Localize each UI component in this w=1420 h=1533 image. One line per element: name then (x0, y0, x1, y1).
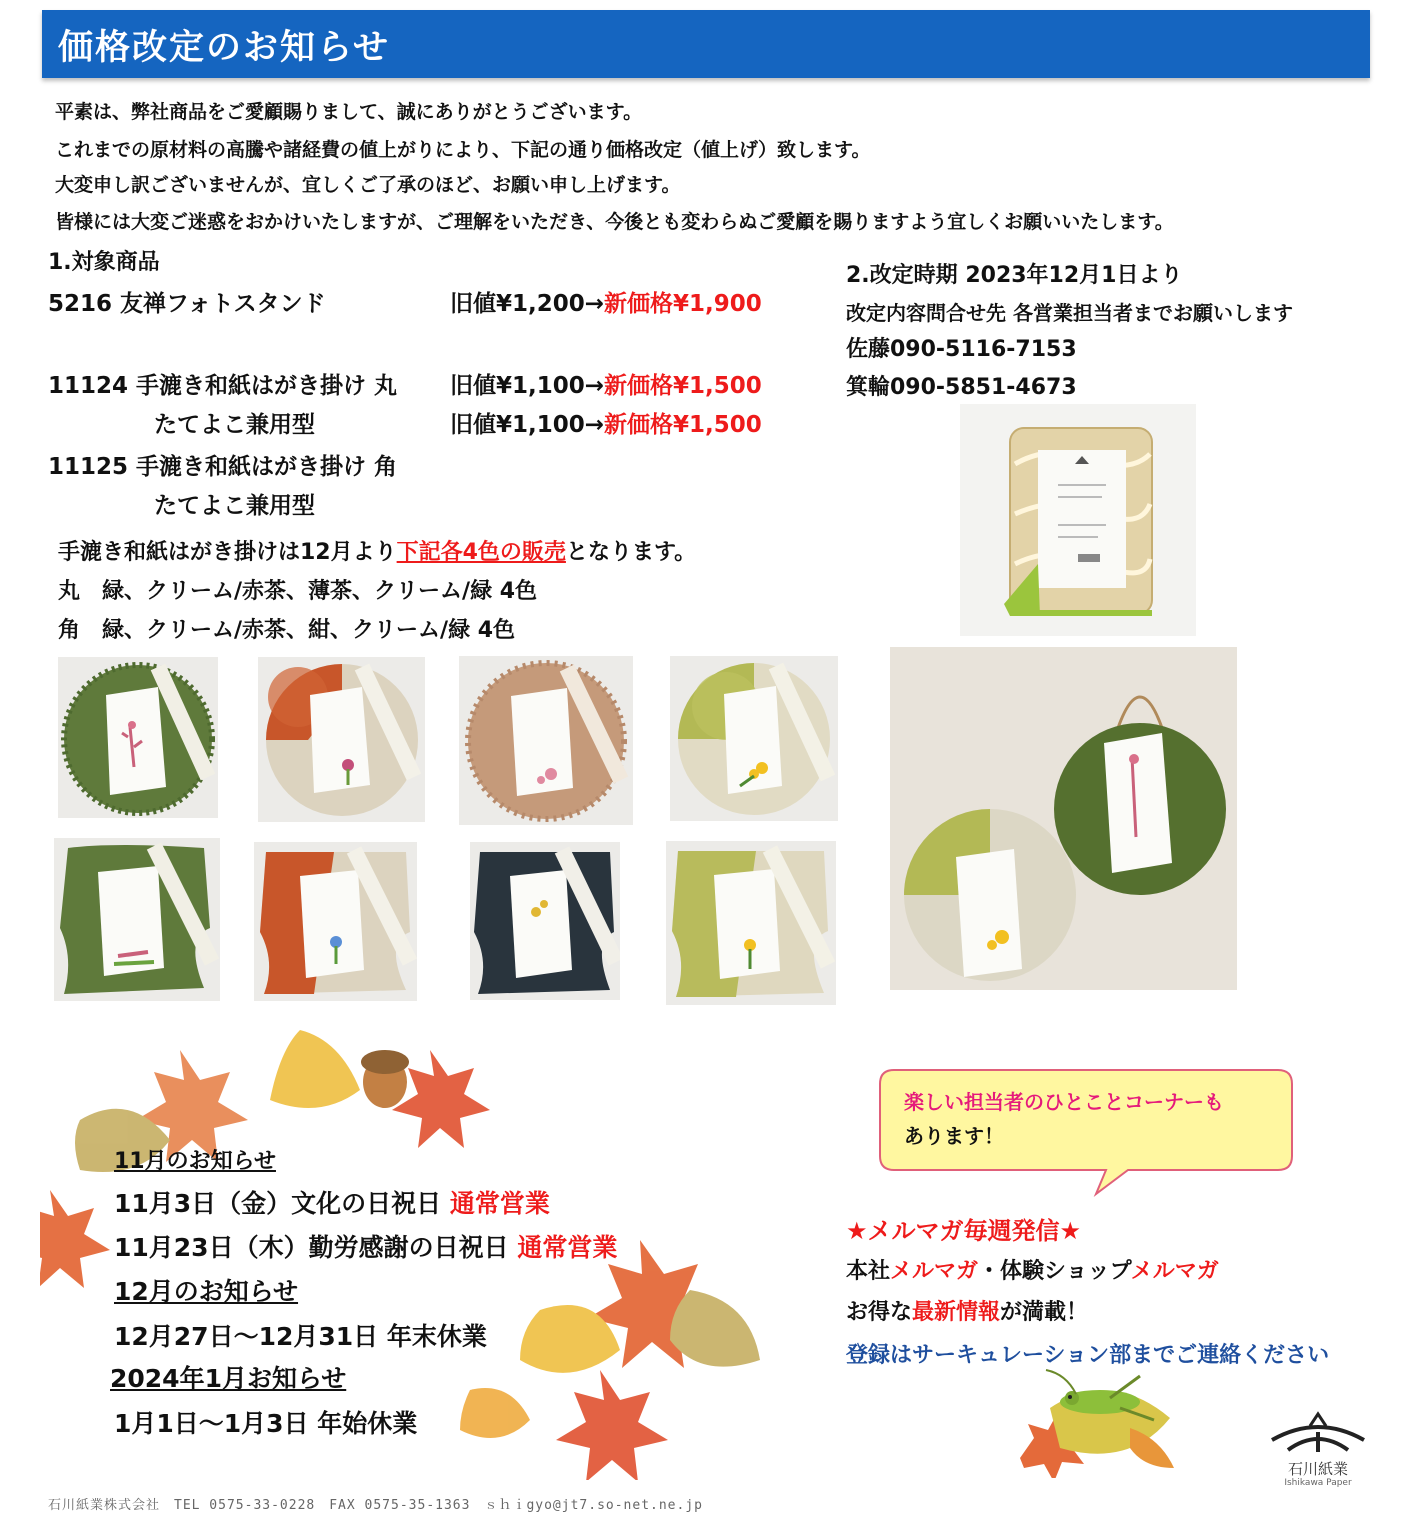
contact-line: 改定内容問合せ先 各営業担当者までお願いします (846, 301, 1293, 325)
callout-bubble (878, 1068, 1296, 1198)
mailmag-line-2-c: が満載！ (1000, 1300, 1089, 1325)
november-item-1-status: 通常営業 (449, 1189, 550, 1218)
sales-note-post: となります。 (565, 540, 697, 565)
round-hanger-cream-red (258, 657, 425, 822)
round-hanger-light-brown (459, 656, 633, 825)
colors-round: 丸 緑、クリーム/赤茶、薄茶、クリーム/緑 4色 (58, 579, 538, 604)
page-title: 価格改定のお知らせ (58, 28, 390, 68)
mailmag-line-1-d: メルマガ (1130, 1259, 1219, 1284)
mailmag-line-1-a: 本社 (846, 1259, 891, 1284)
section2-heading: 2.改定時期 2023年12月1日より (846, 263, 1183, 288)
price-11124 (450, 367, 762, 400)
round-hanger-green (58, 657, 218, 818)
square-hanger-navy (470, 842, 620, 1000)
callout-line-1: 楽しい担当者のひとことコーナーも (904, 1090, 1224, 1114)
square-hanger-cream-red (254, 842, 417, 1001)
intro-line-4: 皆様には大変ご迷惑をおかけいたしますが、ご理解をいただき、今後とも変わらぬご愛顧を賜りますよう宜しくお願いいたします。 (55, 211, 1174, 233)
price-5216 (450, 285, 762, 318)
company-logo (1258, 1410, 1378, 1490)
callout-line-2: あります！ (904, 1124, 1004, 1148)
old-price: 旧値¥1,100→ (450, 373, 605, 399)
temple-roof-icon (1258, 1410, 1378, 1458)
mailmag-line-2-a: お得な (846, 1300, 913, 1325)
colors-square: 角 緑、クリーム/赤茶、紺、クリーム/緑 4色 (58, 618, 516, 643)
square-hanger-green (54, 838, 220, 1001)
mailmag-line-1 (846, 1254, 1219, 1285)
mailmag-heading: ★メルマガ毎週発信★ (846, 1217, 1082, 1245)
product-11124: 11124 手漉き和紙はがき掛け 丸 (48, 373, 398, 399)
intro-line-3: 大変申し訳ございませんが、宜しくご了承のほど、お願い申し上げます。 (55, 174, 681, 196)
new-price: 新価格¥1,500 (604, 412, 762, 438)
mailmag-line-3: 登録はサーキュレーション部までご連絡ください (846, 1343, 1330, 1368)
november-item-2-text: 11月23日（木）勤労感謝の日祝日 (114, 1233, 509, 1262)
january-item-1: 1月1日～1月3日 年始休業 (114, 1409, 418, 1438)
november-item-1 (114, 1184, 550, 1220)
january-heading: 2024年1月お知らせ (110, 1364, 347, 1393)
product-5216: 5216 友禅フォトスタンド (48, 291, 326, 317)
old-price: 旧値¥1,200→ (450, 291, 605, 317)
photo-stand-image (960, 404, 1196, 636)
contact-person-1: 佐藤090-5116-7153 (846, 337, 1077, 362)
sales-note (58, 535, 696, 566)
mailmag-line-1-b: メルマガ (890, 1259, 979, 1284)
november-item-2 (114, 1228, 617, 1264)
sales-note-pre: 手漉き和紙はがき掛けは12月より (58, 540, 397, 565)
grasshopper-illustration (1010, 1368, 1180, 1478)
old-price: 旧値¥1,100→ (450, 412, 605, 438)
intro-line-1: 平素は、弊社商品をご愛顧賜りまして、誠にありがとうございます。 (55, 101, 643, 123)
contact-person-2: 箕輪090-5851-4673 (846, 375, 1077, 400)
mailmag-line-1-c: ・体験ショップ (978, 1259, 1131, 1284)
mailmag-line-2-b: 最新情報 (912, 1300, 1001, 1325)
december-item-1: 12月27日～12月31日 年末休業 (114, 1322, 487, 1351)
section1-heading: 1.対象商品 (48, 250, 160, 275)
product-11124-type: たてよこ兼用型 (154, 412, 315, 438)
product-11125: 11125 手漉き和紙はがき掛け 角 (48, 454, 398, 480)
price-11125 (450, 406, 762, 439)
november-item-1-text: 11月3日（金）文化の日祝日 (114, 1189, 442, 1218)
logo-subtext: Ishikawa Paper (1284, 1478, 1352, 1488)
november-heading: 11月のお知らせ (114, 1149, 276, 1174)
round-hanger-cream-green (670, 656, 838, 821)
november-item-2-status: 通常営業 (517, 1233, 618, 1262)
new-price: 新価格¥1,900 (604, 291, 762, 317)
product-11125-type: たてよこ兼用型 (154, 493, 315, 519)
new-price: 新価格¥1,500 (604, 373, 762, 399)
mailmag-line-2 (846, 1295, 1088, 1326)
sales-note-highlight: 下記各4色の販売 (396, 540, 566, 565)
company-footer: 石川紙業株式会社 TEL 0575-33-0228 FAX 0575-35-1363 ｓｈｉgyo@jt7.so-net.ne.jp (48, 1498, 703, 1513)
wall-display-photo (890, 647, 1237, 990)
logo-text: 石川紙業 (1287, 1460, 1348, 1478)
december-heading: 12月のお知らせ (114, 1277, 299, 1306)
intro-line-2: これまでの原材料の高騰や諸経費の値上がりにより、下記の通り価格改定（値上げ）致します。 (55, 139, 871, 161)
square-hanger-cream-green (666, 841, 836, 1005)
title-banner (42, 10, 1370, 78)
